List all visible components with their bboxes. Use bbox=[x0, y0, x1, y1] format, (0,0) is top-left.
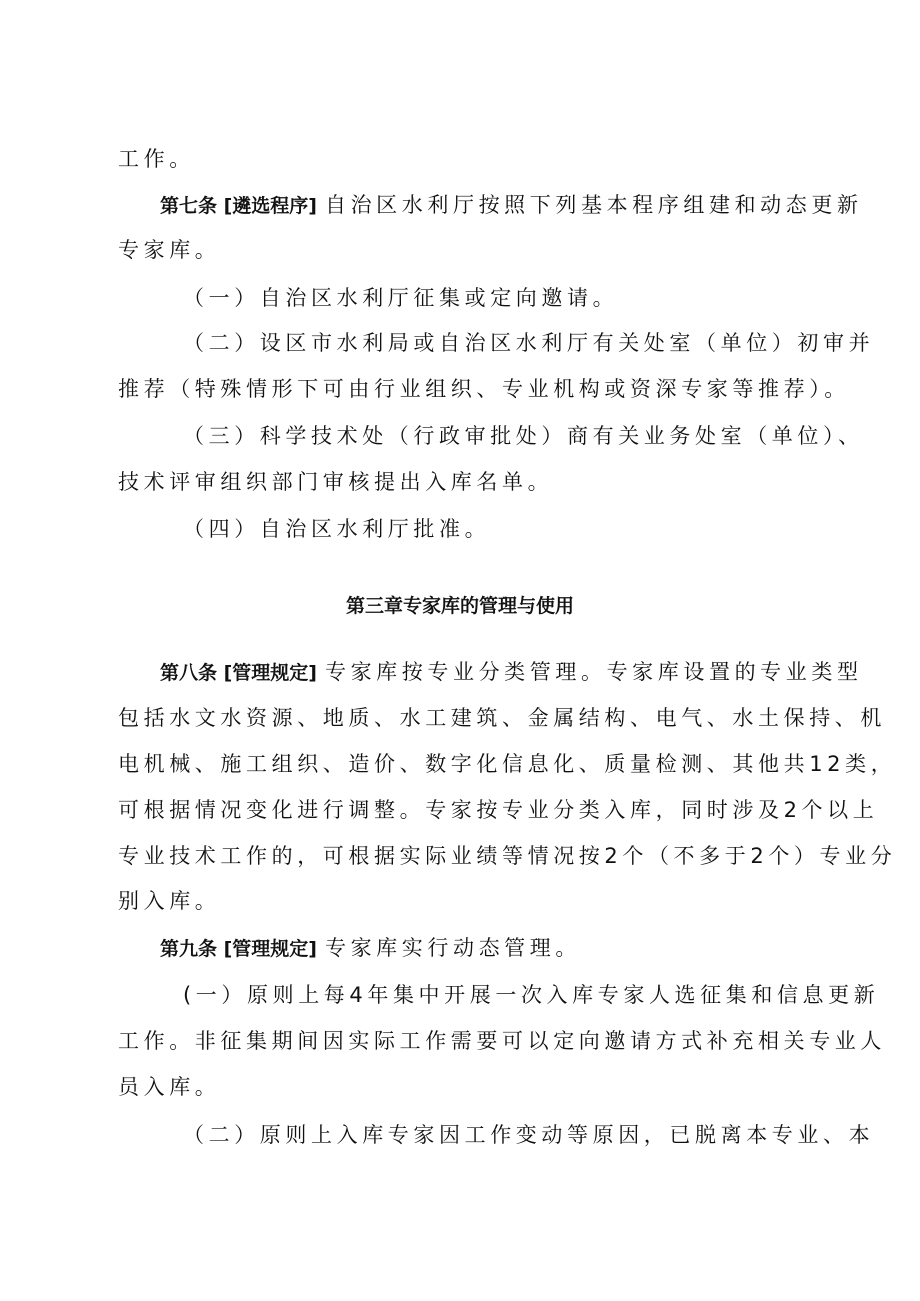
article-8-line-2: 包括水文水资源、地质、水工建筑、金属结构、电气、水土保持、机 bbox=[118, 706, 886, 730]
procedure-item-1: （一）自治区水利厅征集或定向邀请。 bbox=[183, 286, 619, 310]
procedure-item-3-line-1: （三）科学技术处（行政审批处）商有关业务处室（单位）、 bbox=[183, 424, 864, 448]
article-9-label: 第九条 [管理规定] bbox=[160, 938, 317, 960]
procedure-item-2-line-2: 推荐（特殊情形下可由行业组织、专业机构或资深专家等推荐）。 bbox=[118, 377, 850, 401]
article-8-label: 第八条 [管理规定] bbox=[160, 662, 317, 684]
article-9-line-1 bbox=[160, 936, 808, 961]
article-8-line-1 bbox=[160, 660, 863, 685]
management-item-2-line-1: （二）原则上入库专家因工作变动等原因，已脱离本专业、本 bbox=[183, 1123, 875, 1147]
article-7-line-1 bbox=[160, 193, 863, 218]
management-item-1-line-1: (一）原则上每4年集中开展一次入库专家人选征集和信息更新 bbox=[183, 983, 880, 1007]
article-7-line-2: 专家库。 bbox=[118, 238, 221, 262]
chapter-heading: 第三章专家库的管理与使用 bbox=[345, 595, 574, 617]
article-8-line-4: 可根据情况变化进行调整。专家按专业分类入库，同时涉及2个以上 bbox=[118, 798, 879, 822]
article-9-text-1: 专家库实行动态管理。 bbox=[324, 936, 581, 960]
article-7-text-1: 自治区水利厅按照下列基本程序组建和动态更新 bbox=[324, 193, 863, 217]
paragraph-line: 工作。 bbox=[118, 147, 195, 171]
article-8-line-3: 电机械、施工组织、造价、数字化信息化、质量检测、其他共12类， bbox=[118, 752, 897, 776]
article-8-line-5: 专业技术工作的，可根据实际业绩等情况按2个（不多于2个）专业分 bbox=[118, 844, 897, 868]
article-8-line-6: 别入库。 bbox=[118, 889, 221, 913]
management-item-1-line-3: 员入库。 bbox=[118, 1075, 221, 1099]
management-item-1-line-2: 工作。非征集期间因实际工作需要可以定向邀请方式补充相关专业人 bbox=[118, 1029, 886, 1053]
procedure-item-2-line-1: （二）设区市水利局或自治区水利厅有关处室（单位）初审并 bbox=[183, 331, 875, 355]
procedure-item-4: （四）自治区水利厅批准。 bbox=[183, 517, 491, 541]
procedure-item-3-line-2: 技术评审组织部门审核提出入库名单。 bbox=[118, 470, 554, 494]
article-8-text-1: 专家库按专业分类管理。专家库设置的专业类型 bbox=[324, 660, 863, 684]
article-7-label: 第七条 [遴选程序] bbox=[160, 195, 317, 217]
